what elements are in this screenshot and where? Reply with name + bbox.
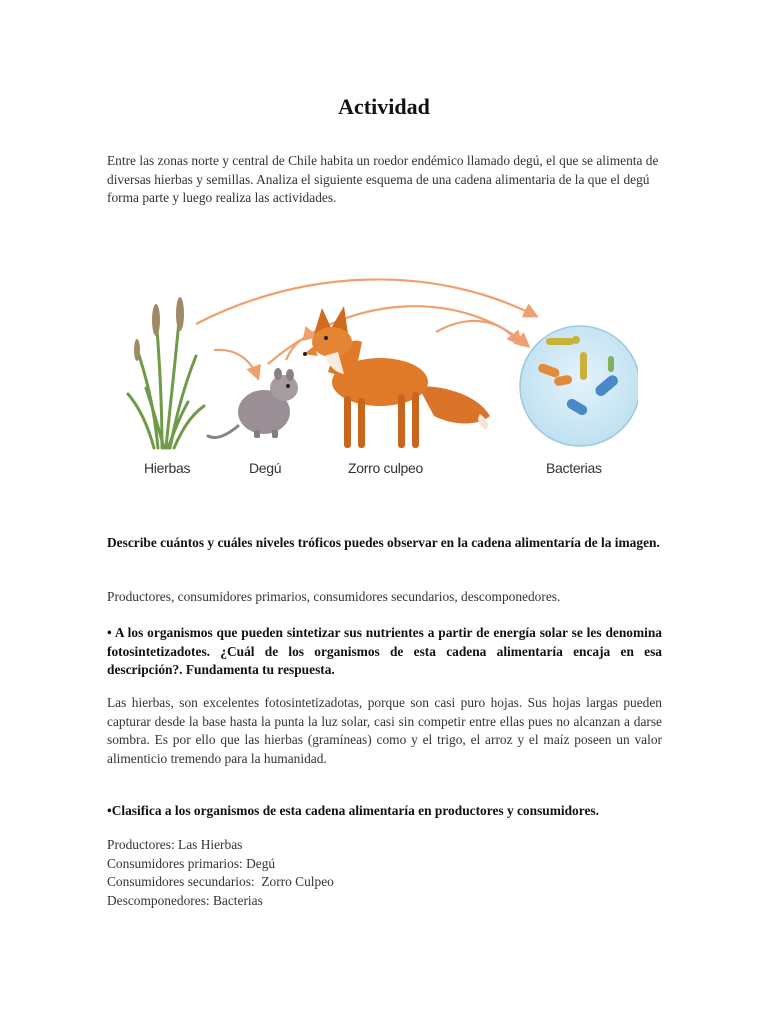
label-zorro-culpeo: Zorro culpeo	[348, 460, 423, 476]
list-item-productores: Productores: Las Hierbas	[107, 837, 243, 852]
list-item-consumidores-secundarios: Consumidores secundarios: Zorro Culpeo	[107, 874, 334, 889]
page-title: Actividad	[338, 94, 430, 119]
arrow-degu-to-bacterias	[268, 306, 528, 364]
label-degu: Degú	[249, 460, 282, 476]
list-item-descomponedores: Descomponedores: Bacterias	[107, 892, 263, 908]
question-1: Describe cuántos y cuáles niveles tróficos puedes observar en la cadena alimentaría de la imagen.	[107, 535, 660, 550]
degu-illustration	[208, 368, 298, 438]
arrow-hierbas-to-bacterias	[196, 279, 536, 324]
fox-illustration	[303, 306, 490, 448]
classification-list	[107, 836, 662, 910]
intro-paragraph: Entre las zonas norte y central de Chile habita un roedor endémico llamado degú, el que se alimenta de diversas hierbas y semillas. Analiza el siguiente esquema de una cadena alimentaria de la que el degú forma parte y luego realiza las actividades.	[107, 153, 659, 205]
arrow-hierbas-to-degu	[214, 350, 258, 378]
arrow-zorro-to-bacterias	[436, 321, 520, 344]
answer-1: Productores, consumidores primarios, consumidores secundarios, descomponedores.	[107, 589, 561, 604]
list-item-consumidores-primarios: Consumidores primarios: Degú	[107, 855, 276, 871]
bacteria-illustration	[520, 326, 638, 446]
label-hierbas: Hierbas	[144, 460, 191, 476]
grass-illustration	[128, 297, 204, 448]
question-2: • A los organismos que pueden sintetizar sus nutrientes a partir de energía solar se les denomina fotosintetizadotes. ¿Cuál de los organismos de esta cadena alimentaría encaja en esa descripción?. Fundamenta tu respuesta.	[107, 625, 662, 677]
label-bacterias: Bacterias	[546, 460, 602, 476]
answer-2: Las hierbas, son excelentes fotosintetizadotas, porque son casi puro hojas. Sus hojas largas pueden capturar desde la base hasta la punta la luz solar, casi sin competir entre ellas pues no alcanzan a darse sombra. Es por ello que las hierbas (gramíneas) como y el trigo, el arroz y el maíz poseen un valor alimenticio tremendo para la humanidad.	[107, 695, 662, 766]
food-chain-figure	[118, 276, 638, 496]
question-3: •Clasifica a los organismos de esta cadena alimentaría en productores y consumidores.	[107, 803, 599, 818]
